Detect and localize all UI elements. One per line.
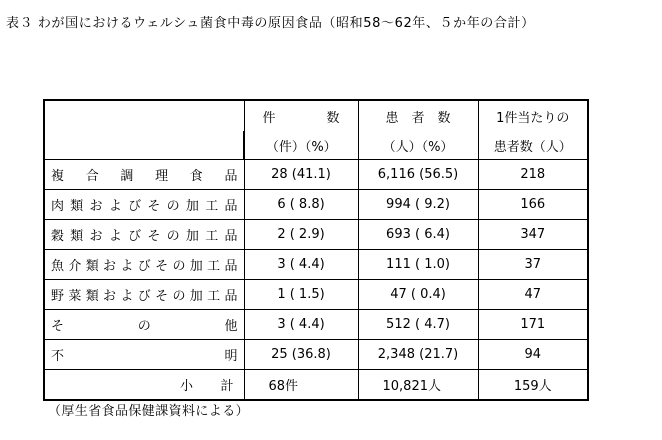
header-patients-bottom: （人）（%） bbox=[358, 131, 478, 160]
header-row-top bbox=[44, 100, 588, 131]
header-blank-cell bbox=[44, 100, 244, 160]
header-per-case-bottom: 患者数（人） bbox=[478, 131, 588, 160]
row-patients: 512 ( 4.7) bbox=[358, 310, 478, 340]
table-row bbox=[44, 220, 588, 250]
row-food-name: 魚介類およびその加工品 bbox=[44, 250, 244, 280]
table-row bbox=[44, 310, 588, 340]
header-patients-top: 患 者 数 bbox=[358, 100, 478, 131]
row-patients: 47 ( 0.4) bbox=[358, 280, 478, 310]
row-per-case: 94 bbox=[478, 340, 588, 370]
table-title: 表３ わが国におけるウェルシュ菌食中毒の原因食品（昭和58〜62年、５か年の合計） bbox=[6, 16, 535, 31]
subtotal-per-case: 159人 bbox=[478, 370, 588, 401]
table-row bbox=[44, 160, 588, 190]
subtotal-patients: 10,821人 bbox=[358, 370, 478, 401]
row-cases: 1 ( 1.5) bbox=[244, 280, 358, 310]
subtotal-cases: 68件 bbox=[244, 370, 358, 401]
table-row bbox=[44, 250, 588, 280]
header-cases-bottom: （件）（%） bbox=[244, 131, 358, 160]
row-patients: 111 ( 1.0) bbox=[358, 250, 478, 280]
row-per-case: 166 bbox=[478, 190, 588, 220]
row-per-case: 347 bbox=[478, 220, 588, 250]
row-cases: 25 (36.8) bbox=[244, 340, 358, 370]
source-note: （厚生省食品保健課資料による） bbox=[48, 404, 250, 419]
row-per-case: 171 bbox=[478, 310, 588, 340]
row-food-name: 野菜類およびその加工品 bbox=[44, 280, 244, 310]
row-patients: 994 ( 9.2) bbox=[358, 190, 478, 220]
row-per-case: 47 bbox=[478, 280, 588, 310]
row-food-name: 不明 bbox=[44, 340, 244, 370]
row-cases: 3 ( 4.4) bbox=[244, 310, 358, 340]
row-food-name: 穀類およびその加工品 bbox=[44, 220, 244, 250]
row-cases: 2 ( 2.9) bbox=[244, 220, 358, 250]
row-per-case: 218 bbox=[478, 160, 588, 190]
row-cases: 6 ( 8.8) bbox=[244, 190, 358, 220]
table-row bbox=[44, 280, 588, 310]
header-cases-top: 件 数 bbox=[244, 100, 358, 131]
data-table bbox=[43, 99, 589, 401]
subtotal-label: 小計 bbox=[44, 370, 244, 401]
row-cases: 3 ( 4.4) bbox=[244, 250, 358, 280]
header-per-case-top: 1件当たりの bbox=[478, 100, 588, 131]
table-row bbox=[44, 340, 588, 370]
row-food-name: 複合調理食品 bbox=[44, 160, 244, 190]
row-cases: 28 (41.1) bbox=[244, 160, 358, 190]
row-patients: 693 ( 6.4) bbox=[358, 220, 478, 250]
row-patients: 6,116 (56.5) bbox=[358, 160, 478, 190]
row-food-name: その他 bbox=[44, 310, 244, 340]
table-row bbox=[44, 190, 588, 220]
row-patients: 2,348 (21.7) bbox=[358, 340, 478, 370]
row-food-name: 肉類およびその加工品 bbox=[44, 190, 244, 220]
subtotal-row bbox=[44, 370, 588, 401]
row-per-case: 37 bbox=[478, 250, 588, 280]
